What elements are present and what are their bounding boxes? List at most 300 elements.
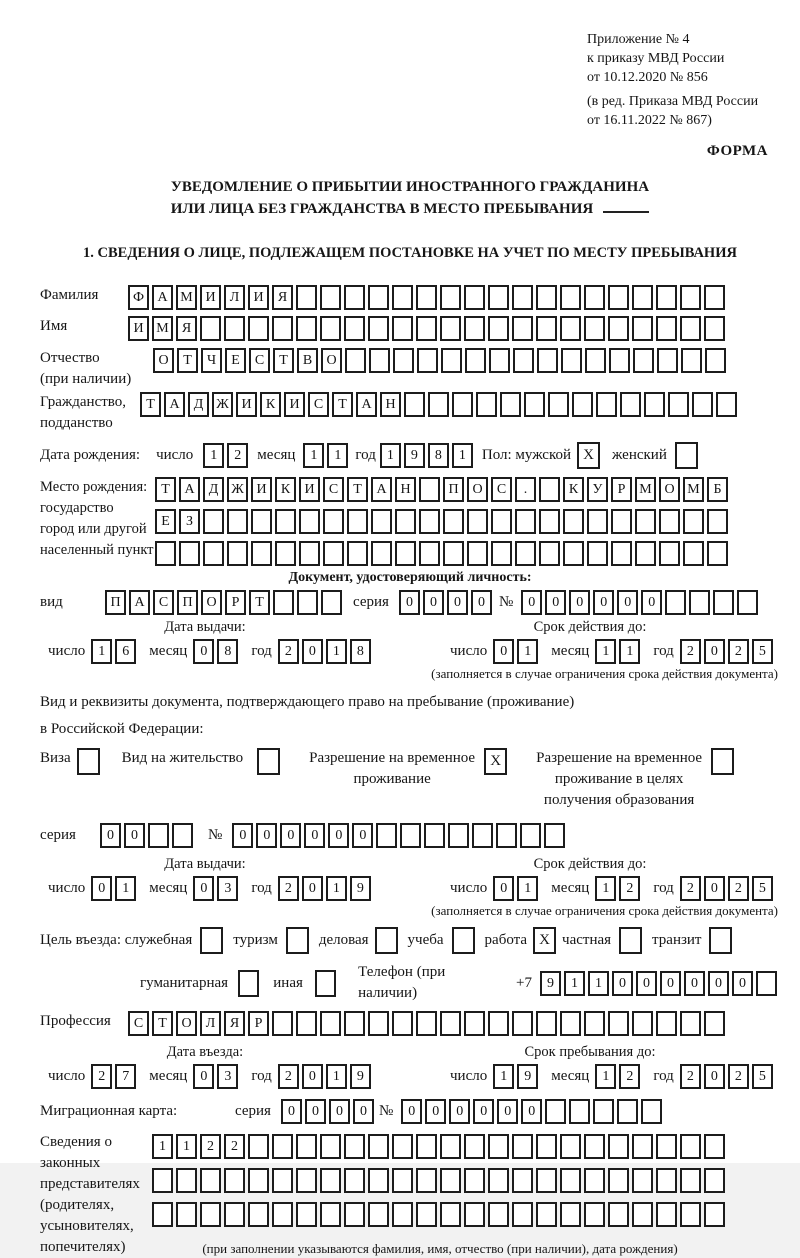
visa-checkbox[interactable]	[77, 748, 100, 775]
char-box[interactable]	[536, 316, 557, 341]
char-box[interactable]: 1	[91, 639, 112, 664]
char-box[interactable]: 0	[708, 971, 729, 996]
char-box[interactable]	[536, 1168, 557, 1193]
char-box[interactable]: О	[659, 477, 680, 502]
char-box[interactable]	[416, 1202, 437, 1227]
char-box[interactable]: А	[164, 392, 185, 417]
char-box[interactable]	[344, 1134, 365, 1159]
char-box[interactable]: Ж	[212, 392, 233, 417]
char-box[interactable]	[683, 541, 704, 566]
purpose-transit-checkbox[interactable]	[709, 927, 732, 954]
char-box[interactable]	[272, 1011, 293, 1036]
char-box[interactable]	[737, 590, 758, 615]
char-box[interactable]	[689, 590, 710, 615]
char-box[interactable]	[416, 316, 437, 341]
char-box[interactable]	[584, 1134, 605, 1159]
char-box[interactable]: 1	[203, 443, 224, 468]
char-box[interactable]	[296, 1134, 317, 1159]
char-box[interactable]: 0	[593, 590, 614, 615]
char-box[interactable]	[496, 823, 517, 848]
char-box[interactable]	[489, 348, 510, 373]
char-box[interactable]: 0	[447, 590, 468, 615]
char-box[interactable]	[392, 1011, 413, 1036]
char-box[interactable]: Т	[249, 590, 270, 615]
char-box[interactable]	[297, 590, 318, 615]
char-box[interactable]: 8	[428, 443, 449, 468]
char-box[interactable]	[464, 1011, 485, 1036]
char-box[interactable]	[464, 1202, 485, 1227]
char-box[interactable]	[491, 509, 512, 534]
char-box[interactable]: 0	[302, 639, 323, 664]
char-box[interactable]: 2	[680, 639, 701, 664]
char-box[interactable]	[680, 1134, 701, 1159]
char-box[interactable]	[536, 1202, 557, 1227]
char-box[interactable]: Т	[152, 1011, 173, 1036]
char-box[interactable]: П	[105, 590, 126, 615]
char-box[interactable]: 0	[328, 823, 349, 848]
char-box[interactable]	[320, 1134, 341, 1159]
char-box[interactable]: К	[275, 477, 296, 502]
char-box[interactable]	[368, 316, 389, 341]
char-box[interactable]: 0	[569, 590, 590, 615]
char-box[interactable]	[320, 285, 341, 310]
char-box[interactable]: 9	[517, 1064, 538, 1089]
char-box[interactable]	[512, 1011, 533, 1036]
char-box[interactable]	[756, 971, 777, 996]
char-box[interactable]: 0	[425, 1099, 446, 1124]
char-box[interactable]: 1	[517, 876, 538, 901]
char-box[interactable]	[203, 541, 224, 566]
purpose-business-checkbox[interactable]	[375, 927, 398, 954]
char-box[interactable]	[176, 1168, 197, 1193]
char-box[interactable]: Д	[203, 477, 224, 502]
char-box[interactable]: И	[251, 477, 272, 502]
char-box[interactable]	[608, 1168, 629, 1193]
char-box[interactable]: Н	[380, 392, 401, 417]
purpose-work-checkbox[interactable]: X	[533, 927, 556, 954]
char-box[interactable]: 2	[91, 1064, 112, 1089]
char-box[interactable]	[524, 392, 545, 417]
char-box[interactable]	[371, 541, 392, 566]
char-box[interactable]: Т	[177, 348, 198, 373]
char-box[interactable]: Н	[395, 477, 416, 502]
char-box[interactable]	[275, 509, 296, 534]
char-box[interactable]	[683, 509, 704, 534]
char-box[interactable]	[563, 509, 584, 534]
char-box[interactable]	[368, 1011, 389, 1036]
char-box[interactable]	[395, 509, 416, 534]
char-box[interactable]: 0	[91, 876, 112, 901]
char-box[interactable]: 1	[327, 443, 348, 468]
char-box[interactable]	[584, 316, 605, 341]
char-box[interactable]	[537, 348, 558, 373]
char-box[interactable]	[644, 392, 665, 417]
char-box[interactable]: 2	[278, 639, 299, 664]
char-box[interactable]: Я	[176, 316, 197, 341]
purpose-study-checkbox[interactable]	[452, 927, 475, 954]
char-box[interactable]: 1	[380, 443, 401, 468]
char-box[interactable]	[633, 348, 654, 373]
char-box[interactable]	[632, 316, 653, 341]
char-box[interactable]	[488, 1134, 509, 1159]
char-box[interactable]	[464, 1168, 485, 1193]
char-box[interactable]: 0	[353, 1099, 374, 1124]
char-box[interactable]: Я	[224, 1011, 245, 1036]
char-box[interactable]: 1	[326, 1064, 347, 1089]
char-box[interactable]	[299, 509, 320, 534]
char-box[interactable]: 2	[278, 876, 299, 901]
char-box[interactable]: 2	[200, 1134, 221, 1159]
char-box[interactable]	[440, 1011, 461, 1036]
char-box[interactable]: 0	[280, 823, 301, 848]
char-box[interactable]: 2	[680, 876, 701, 901]
char-box[interactable]	[704, 1011, 725, 1036]
char-box[interactable]	[539, 477, 560, 502]
char-box[interactable]: Т	[347, 477, 368, 502]
char-box[interactable]: А	[179, 477, 200, 502]
char-box[interactable]	[392, 316, 413, 341]
char-box[interactable]	[563, 541, 584, 566]
char-box[interactable]: С	[491, 477, 512, 502]
char-box[interactable]	[585, 348, 606, 373]
char-box[interactable]	[572, 392, 593, 417]
char-box[interactable]	[224, 316, 245, 341]
char-box[interactable]	[704, 1202, 725, 1227]
char-box[interactable]	[440, 1134, 461, 1159]
char-box[interactable]: Р	[611, 477, 632, 502]
char-box[interactable]: 0	[493, 639, 514, 664]
char-box[interactable]	[569, 1099, 590, 1124]
char-box[interactable]	[611, 541, 632, 566]
char-box[interactable]	[560, 1168, 581, 1193]
char-box[interactable]: И	[236, 392, 257, 417]
gender-female-checkbox[interactable]	[675, 442, 698, 469]
char-box[interactable]: 0	[521, 1099, 542, 1124]
char-box[interactable]	[272, 1134, 293, 1159]
char-box[interactable]: 0	[302, 1064, 323, 1089]
char-box[interactable]	[275, 541, 296, 566]
char-box[interactable]	[200, 316, 221, 341]
char-box[interactable]: 3	[217, 876, 238, 901]
char-box[interactable]	[680, 1168, 701, 1193]
temp-residence-education-checkbox[interactable]	[711, 748, 734, 775]
char-box[interactable]	[203, 509, 224, 534]
char-box[interactable]	[344, 1168, 365, 1193]
char-box[interactable]	[584, 285, 605, 310]
char-box[interactable]	[248, 1168, 269, 1193]
char-box[interactable]	[584, 1168, 605, 1193]
char-box[interactable]: 0	[100, 823, 121, 848]
char-box[interactable]: Ж	[227, 477, 248, 502]
char-box[interactable]: И	[200, 285, 221, 310]
char-box[interactable]: Т	[273, 348, 294, 373]
char-box[interactable]	[321, 590, 342, 615]
char-box[interactable]	[512, 1168, 533, 1193]
char-box[interactable]	[707, 509, 728, 534]
purpose-humanitarian-checkbox[interactable]	[238, 970, 259, 997]
char-box[interactable]	[323, 509, 344, 534]
char-box[interactable]: Л	[200, 1011, 221, 1036]
char-box[interactable]	[465, 348, 486, 373]
char-box[interactable]: 0	[302, 876, 323, 901]
char-box[interactable]	[200, 1168, 221, 1193]
char-box[interactable]	[395, 541, 416, 566]
char-box[interactable]: С	[249, 348, 270, 373]
char-box[interactable]: 1	[303, 443, 324, 468]
char-box[interactable]	[500, 392, 521, 417]
char-box[interactable]	[416, 1011, 437, 1036]
char-box[interactable]	[296, 1202, 317, 1227]
char-box[interactable]: С	[128, 1011, 149, 1036]
char-box[interactable]: 2	[619, 1064, 640, 1089]
char-box[interactable]	[681, 348, 702, 373]
char-box[interactable]	[544, 823, 565, 848]
char-box[interactable]	[272, 1168, 293, 1193]
char-box[interactable]: 0	[401, 1099, 422, 1124]
char-box[interactable]: И	[284, 392, 305, 417]
char-box[interactable]: Б	[707, 477, 728, 502]
char-box[interactable]: К	[563, 477, 584, 502]
char-box[interactable]	[440, 316, 461, 341]
char-box[interactable]	[635, 509, 656, 534]
char-box[interactable]	[608, 1202, 629, 1227]
char-box[interactable]: 1	[326, 876, 347, 901]
char-box[interactable]	[584, 1202, 605, 1227]
char-box[interactable]	[560, 1134, 581, 1159]
char-box[interactable]	[467, 541, 488, 566]
char-box[interactable]: Р	[248, 1011, 269, 1036]
char-box[interactable]: 2	[224, 1134, 245, 1159]
char-box[interactable]: 3	[217, 1064, 238, 1089]
char-box[interactable]	[545, 1099, 566, 1124]
char-box[interactable]	[440, 1202, 461, 1227]
char-box[interactable]	[464, 316, 485, 341]
char-box[interactable]	[656, 1134, 677, 1159]
char-box[interactable]: 0	[193, 639, 214, 664]
char-box[interactable]: 9	[540, 971, 561, 996]
char-box[interactable]: Я	[272, 285, 293, 310]
char-box[interactable]: Т	[140, 392, 161, 417]
char-box[interactable]: О	[321, 348, 342, 373]
char-box[interactable]: 0	[281, 1099, 302, 1124]
char-box[interactable]: А	[152, 285, 173, 310]
char-box[interactable]	[424, 823, 445, 848]
char-box[interactable]	[704, 1134, 725, 1159]
char-box[interactable]	[419, 509, 440, 534]
char-box[interactable]	[344, 1011, 365, 1036]
char-box[interactable]	[368, 1168, 389, 1193]
char-box[interactable]	[641, 1099, 662, 1124]
char-box[interactable]	[656, 316, 677, 341]
char-box[interactable]	[560, 1202, 581, 1227]
char-box[interactable]	[488, 285, 509, 310]
char-box[interactable]: О	[467, 477, 488, 502]
char-box[interactable]	[659, 541, 680, 566]
char-box[interactable]	[587, 509, 608, 534]
char-box[interactable]	[179, 541, 200, 566]
char-box[interactable]	[632, 1168, 653, 1193]
char-box[interactable]	[392, 1134, 413, 1159]
char-box[interactable]	[448, 823, 469, 848]
char-box[interactable]	[680, 1202, 701, 1227]
char-box[interactable]: 0	[641, 590, 662, 615]
char-box[interactable]: 0	[612, 971, 633, 996]
char-box[interactable]	[376, 823, 397, 848]
char-box[interactable]	[155, 541, 176, 566]
char-box[interactable]: И	[248, 285, 269, 310]
char-box[interactable]	[419, 477, 440, 502]
char-box[interactable]: .	[515, 477, 536, 502]
char-box[interactable]: 0	[232, 823, 253, 848]
char-box[interactable]	[680, 285, 701, 310]
char-box[interactable]	[488, 1011, 509, 1036]
char-box[interactable]: 1	[595, 1064, 616, 1089]
char-box[interactable]: 0	[193, 876, 214, 901]
char-box[interactable]: 9	[350, 1064, 371, 1089]
char-box[interactable]: 0	[704, 1064, 725, 1089]
char-box[interactable]	[248, 1202, 269, 1227]
char-box[interactable]	[713, 590, 734, 615]
char-box[interactable]: 9	[404, 443, 425, 468]
char-box[interactable]: 5	[752, 639, 773, 664]
char-box[interactable]: С	[308, 392, 329, 417]
char-box[interactable]: 8	[217, 639, 238, 664]
char-box[interactable]	[441, 348, 462, 373]
char-box[interactable]	[632, 1134, 653, 1159]
char-box[interactable]	[515, 509, 536, 534]
char-box[interactable]: О	[201, 590, 222, 615]
char-box[interactable]: 0	[329, 1099, 350, 1124]
char-box[interactable]: 1	[115, 876, 136, 901]
char-box[interactable]	[428, 392, 449, 417]
char-box[interactable]: 0	[449, 1099, 470, 1124]
char-box[interactable]	[635, 541, 656, 566]
char-box[interactable]: 1	[564, 971, 585, 996]
char-box[interactable]	[371, 509, 392, 534]
char-box[interactable]: 0	[124, 823, 145, 848]
char-box[interactable]	[513, 348, 534, 373]
char-box[interactable]	[227, 541, 248, 566]
char-box[interactable]	[347, 509, 368, 534]
char-box[interactable]: 1	[452, 443, 473, 468]
char-box[interactable]	[657, 348, 678, 373]
char-box[interactable]: 1	[152, 1134, 173, 1159]
temp-residence-checkbox[interactable]: X	[484, 748, 507, 775]
char-box[interactable]: 0	[497, 1099, 518, 1124]
char-box[interactable]: 1	[326, 639, 347, 664]
char-box[interactable]	[491, 541, 512, 566]
char-box[interactable]	[611, 509, 632, 534]
char-box[interactable]: 2	[728, 639, 749, 664]
char-box[interactable]: 1	[176, 1134, 197, 1159]
char-box[interactable]	[617, 1099, 638, 1124]
char-box[interactable]	[692, 392, 713, 417]
char-box[interactable]	[392, 1168, 413, 1193]
char-box[interactable]: Ч	[201, 348, 222, 373]
char-box[interactable]: 0	[704, 876, 725, 901]
char-box[interactable]	[272, 1202, 293, 1227]
char-box[interactable]	[656, 1011, 677, 1036]
char-box[interactable]: 0	[193, 1064, 214, 1089]
char-box[interactable]	[608, 316, 629, 341]
char-box[interactable]	[512, 1134, 533, 1159]
char-box[interactable]	[152, 1168, 173, 1193]
char-box[interactable]	[392, 285, 413, 310]
char-box[interactable]: 0	[352, 823, 373, 848]
char-box[interactable]: 0	[423, 590, 444, 615]
char-box[interactable]	[536, 1134, 557, 1159]
char-box[interactable]: В	[297, 348, 318, 373]
char-box[interactable]	[704, 316, 725, 341]
char-box[interactable]	[539, 541, 560, 566]
char-box[interactable]	[520, 823, 541, 848]
char-box[interactable]	[416, 1134, 437, 1159]
residence-permit-checkbox[interactable]	[257, 748, 280, 775]
char-box[interactable]: 0	[521, 590, 542, 615]
char-box[interactable]	[248, 1134, 269, 1159]
char-box[interactable]	[419, 541, 440, 566]
char-box[interactable]	[512, 316, 533, 341]
char-box[interactable]	[440, 1168, 461, 1193]
char-box[interactable]: 7	[115, 1064, 136, 1089]
char-box[interactable]	[560, 316, 581, 341]
char-box[interactable]	[368, 285, 389, 310]
char-box[interactable]: 0	[493, 876, 514, 901]
char-box[interactable]	[467, 509, 488, 534]
char-box[interactable]	[488, 1202, 509, 1227]
char-box[interactable]	[404, 392, 425, 417]
char-box[interactable]	[587, 541, 608, 566]
char-box[interactable]	[707, 541, 728, 566]
char-box[interactable]	[609, 348, 630, 373]
char-box[interactable]	[400, 823, 421, 848]
char-box[interactable]	[632, 1202, 653, 1227]
char-box[interactable]: С	[153, 590, 174, 615]
char-box[interactable]: 0	[732, 971, 753, 996]
char-box[interactable]: 8	[350, 639, 371, 664]
char-box[interactable]: Л	[224, 285, 245, 310]
char-box[interactable]	[392, 1202, 413, 1227]
char-box[interactable]: У	[587, 477, 608, 502]
char-box[interactable]	[560, 285, 581, 310]
char-box[interactable]	[488, 1168, 509, 1193]
char-box[interactable]	[344, 316, 365, 341]
char-box[interactable]: К	[260, 392, 281, 417]
char-box[interactable]	[680, 316, 701, 341]
char-box[interactable]: 0	[473, 1099, 494, 1124]
char-box[interactable]	[440, 285, 461, 310]
char-box[interactable]	[172, 823, 193, 848]
char-box[interactable]: М	[176, 285, 197, 310]
char-box[interactable]	[680, 1011, 701, 1036]
char-box[interactable]: Е	[225, 348, 246, 373]
char-box[interactable]: 1	[595, 639, 616, 664]
char-box[interactable]	[632, 1011, 653, 1036]
char-box[interactable]	[273, 590, 294, 615]
char-box[interactable]: 2	[619, 876, 640, 901]
char-box[interactable]	[320, 1202, 341, 1227]
char-box[interactable]	[561, 348, 582, 373]
char-box[interactable]: Р	[225, 590, 246, 615]
char-box[interactable]	[536, 285, 557, 310]
char-box[interactable]	[488, 316, 509, 341]
char-box[interactable]: 1	[493, 1064, 514, 1089]
char-box[interactable]: А	[129, 590, 150, 615]
char-box[interactable]: О	[176, 1011, 197, 1036]
char-box[interactable]	[344, 1202, 365, 1227]
char-box[interactable]	[416, 285, 437, 310]
char-box[interactable]	[659, 509, 680, 534]
